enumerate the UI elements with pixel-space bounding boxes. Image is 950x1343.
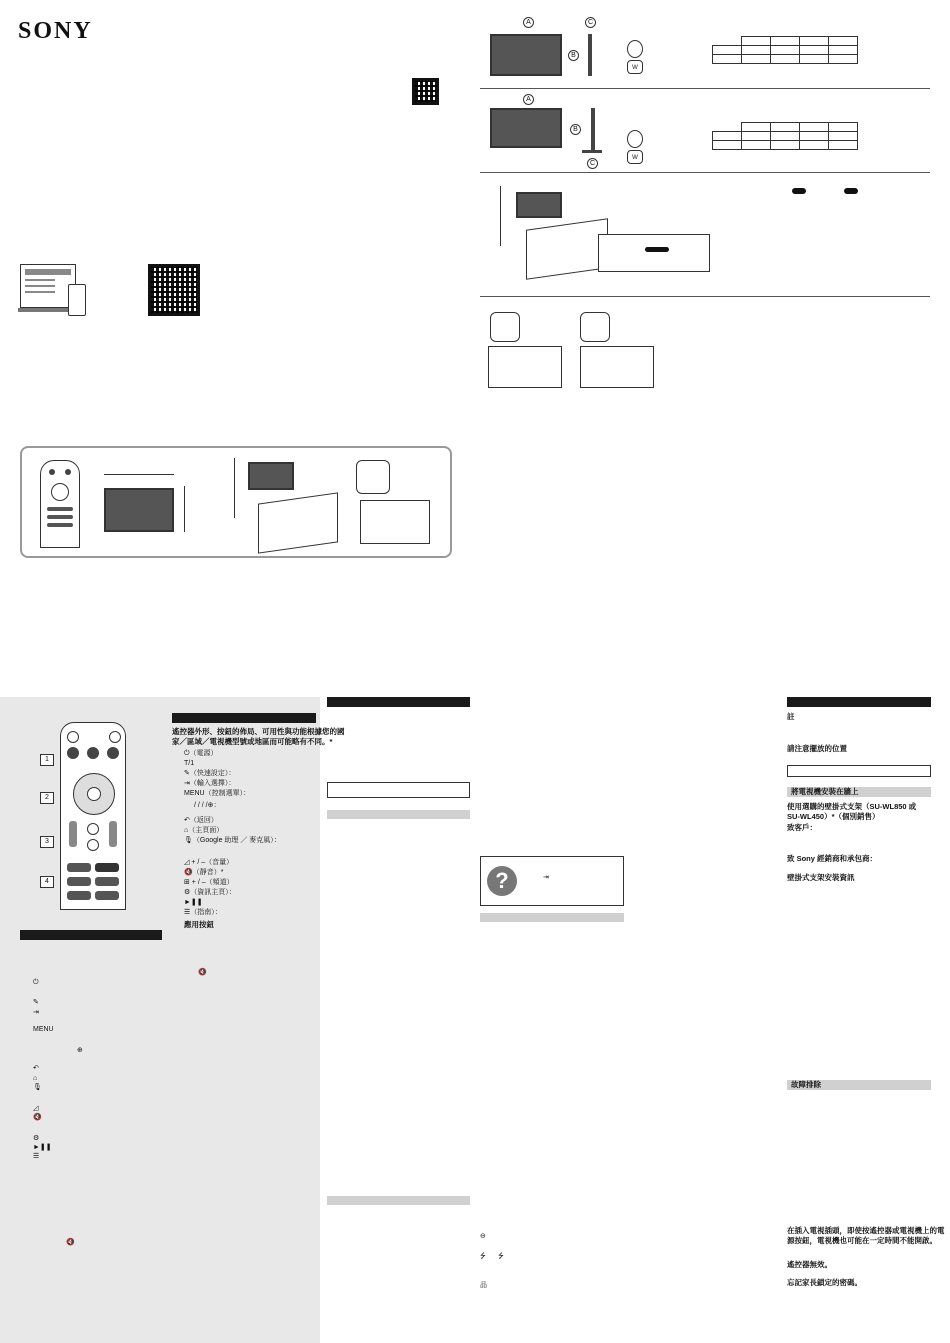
input-icon: ⇥ [33,1009,39,1016]
remote-item-channel: ⊞ + / –（頻道） [184,879,234,886]
spec-table-2 [712,122,858,150]
callout-3: 3 [40,836,54,848]
sony-logo: SONY [18,18,93,44]
qr-code-small [412,78,439,105]
tv-back-illustration [258,492,338,553]
remote-item-back: ↶（返回） [184,817,218,824]
remote-item-quick: ✎（快速設定）： [184,770,236,777]
troubleshooting-title: 故障排除 [791,1080,821,1089]
remote-item-home: ⌂（主頁面） [184,827,224,834]
wall-mount-line-1: 使用選購的壁掛式支架（SU-WL850 或 [787,802,917,811]
power-icon: ⏻ [33,979,39,986]
remote-item-guide: ☰（指南）： [184,909,222,916]
guide-icon: ☰ [33,1153,40,1160]
tv-stand-illustration [490,108,562,148]
tv-back-bracket-illustration [526,218,608,280]
qr-code-large [148,264,200,316]
to-dealers: 致 Sony 經銷商和承包商： [787,854,878,863]
dimension-label-a: A [523,17,534,28]
notice-box [327,782,470,798]
trouble-line-1: 在插入電視插頭，即使按遙控器或電視機上的電 [787,1226,945,1235]
right-caution-box [787,765,931,777]
tv-wall-illustration [248,462,294,490]
remote-item-mute: 🔇（靜音）* [184,869,224,876]
remote-item-dashboard: ⚙（資訊主頁）： [184,889,236,896]
dimension-label-c: C [585,17,596,28]
right-placement-title: 請注意擺放的位置 [787,744,847,753]
section-bar-col3-3 [327,1196,470,1205]
section-bar-col5 [787,697,931,707]
back-icon: ↶ [33,1065,39,1072]
scale-icon-2 [627,130,643,148]
spec-table-1 [712,36,858,64]
plus-circle-icon: ⊕ [77,1047,83,1054]
remote-item-t1: T/1 [184,760,195,767]
screw-detail-callout [598,234,710,272]
scale-icon [627,40,643,58]
hdmi-icon: ⊖ [480,1233,486,1240]
mute-icon-top: 🔇 [198,969,207,976]
remote-item-assistant: 🎙（Google 助理 ／ 麥克風）： [184,837,281,844]
remote-item-power: ⏻（電源） [184,750,218,757]
home-icon: ⌂ [33,1075,38,1082]
to-customers: 致客戶： [787,823,817,832]
tv-back-cable-illustration [360,500,430,544]
lan-icon: 品 [480,1282,487,1289]
bracket-info: 壁掛式支架安裝資訊 [787,873,855,882]
weight-label-2: W [627,150,643,164]
volume-icon: ◿ [33,1105,39,1112]
pencil-icon: ✎ [33,999,39,1006]
remote-illustration [60,722,126,910]
remote-item-nav: / / / /⊕： [194,802,221,809]
section-bar-col4 [480,913,624,922]
remote-item-app-buttons: 應用按鈕 [184,920,214,929]
remote-note-line-1: 遙控器外形、按鈕的佈局、可用性與功能根據您的國 [172,727,345,736]
tv-side-profile [588,34,592,76]
mute-icon: 🔇 [33,1114,42,1121]
help-input-icon: ⇥ [543,874,549,881]
remote-illustration-small [40,460,80,548]
remote-note-line-2: 家／區域／電視機型號或地區而可能略有不同。* [172,737,333,746]
laptop-phone-icon [20,264,90,316]
dimension-label-c2: C [587,158,598,169]
setup-overview-panel [20,446,452,558]
wall-mounted-tv-illustration [516,192,562,218]
wall-mount-line-2: SU-WL450）*（個別銷售） [787,812,880,821]
callout-4: 4 [40,876,54,888]
section-bar-col3 [327,697,470,707]
gear-icon: ⚙ [33,1135,40,1142]
usb-icon-2: ⭍ [498,1253,504,1260]
mic-icon: 🎙 [33,1084,42,1091]
dimension-label-b: B [568,50,579,61]
help-box [480,856,624,906]
trouble-password: 忘記家長鎖定的密碼。 [787,1278,862,1287]
marker-oval-2 [844,188,858,194]
dimension-label-a2: A [523,94,534,105]
marker-oval-1 [792,188,806,194]
section-bar-remote-list [20,930,162,940]
dimension-label-b2: B [570,124,581,135]
tv-dimension-illustration [490,34,562,76]
remote-item-volume: ◿ + / –（音量） [184,859,234,866]
wall-mount-title: 將電視機安裝在牆上 [791,787,859,796]
section-bar-remote [172,713,316,723]
section-bar-col3-2 [327,810,470,819]
usb-icon-1: ⭍ [480,1253,486,1260]
cable-icon [356,460,390,494]
weight-label: W [627,60,643,74]
callout-2: 2 [40,792,54,804]
right-note: 註 [787,712,795,721]
remote-item-menu: MENU（控制選單）： [184,790,251,797]
menu-label: MENU [33,1026,54,1033]
callout-1: 1 [40,754,54,766]
question-icon: ? [487,866,517,896]
mute-icon-bottom: 🔇 [66,1239,75,1246]
tv-back-cable-a [488,346,562,388]
cable-icon-a [490,312,520,342]
tv-front-illustration [104,488,174,532]
trouble-line-2: 源按鈕，電視機也可能在一定時間不能開啟。 [787,1236,937,1245]
play-pause-icon: ►❚❚ [33,1144,52,1151]
remote-item-input: ⇥（輸入選擇）： [184,780,236,787]
remote-item-playpause: ►❚❚ [184,899,203,906]
troubleshooting-header [787,1080,931,1090]
wall-mount-header [787,787,931,797]
cable-icon-b [580,312,610,342]
tv-back-cable-b [580,346,654,388]
trouble-remote: 遙控器無效。 [787,1260,832,1269]
